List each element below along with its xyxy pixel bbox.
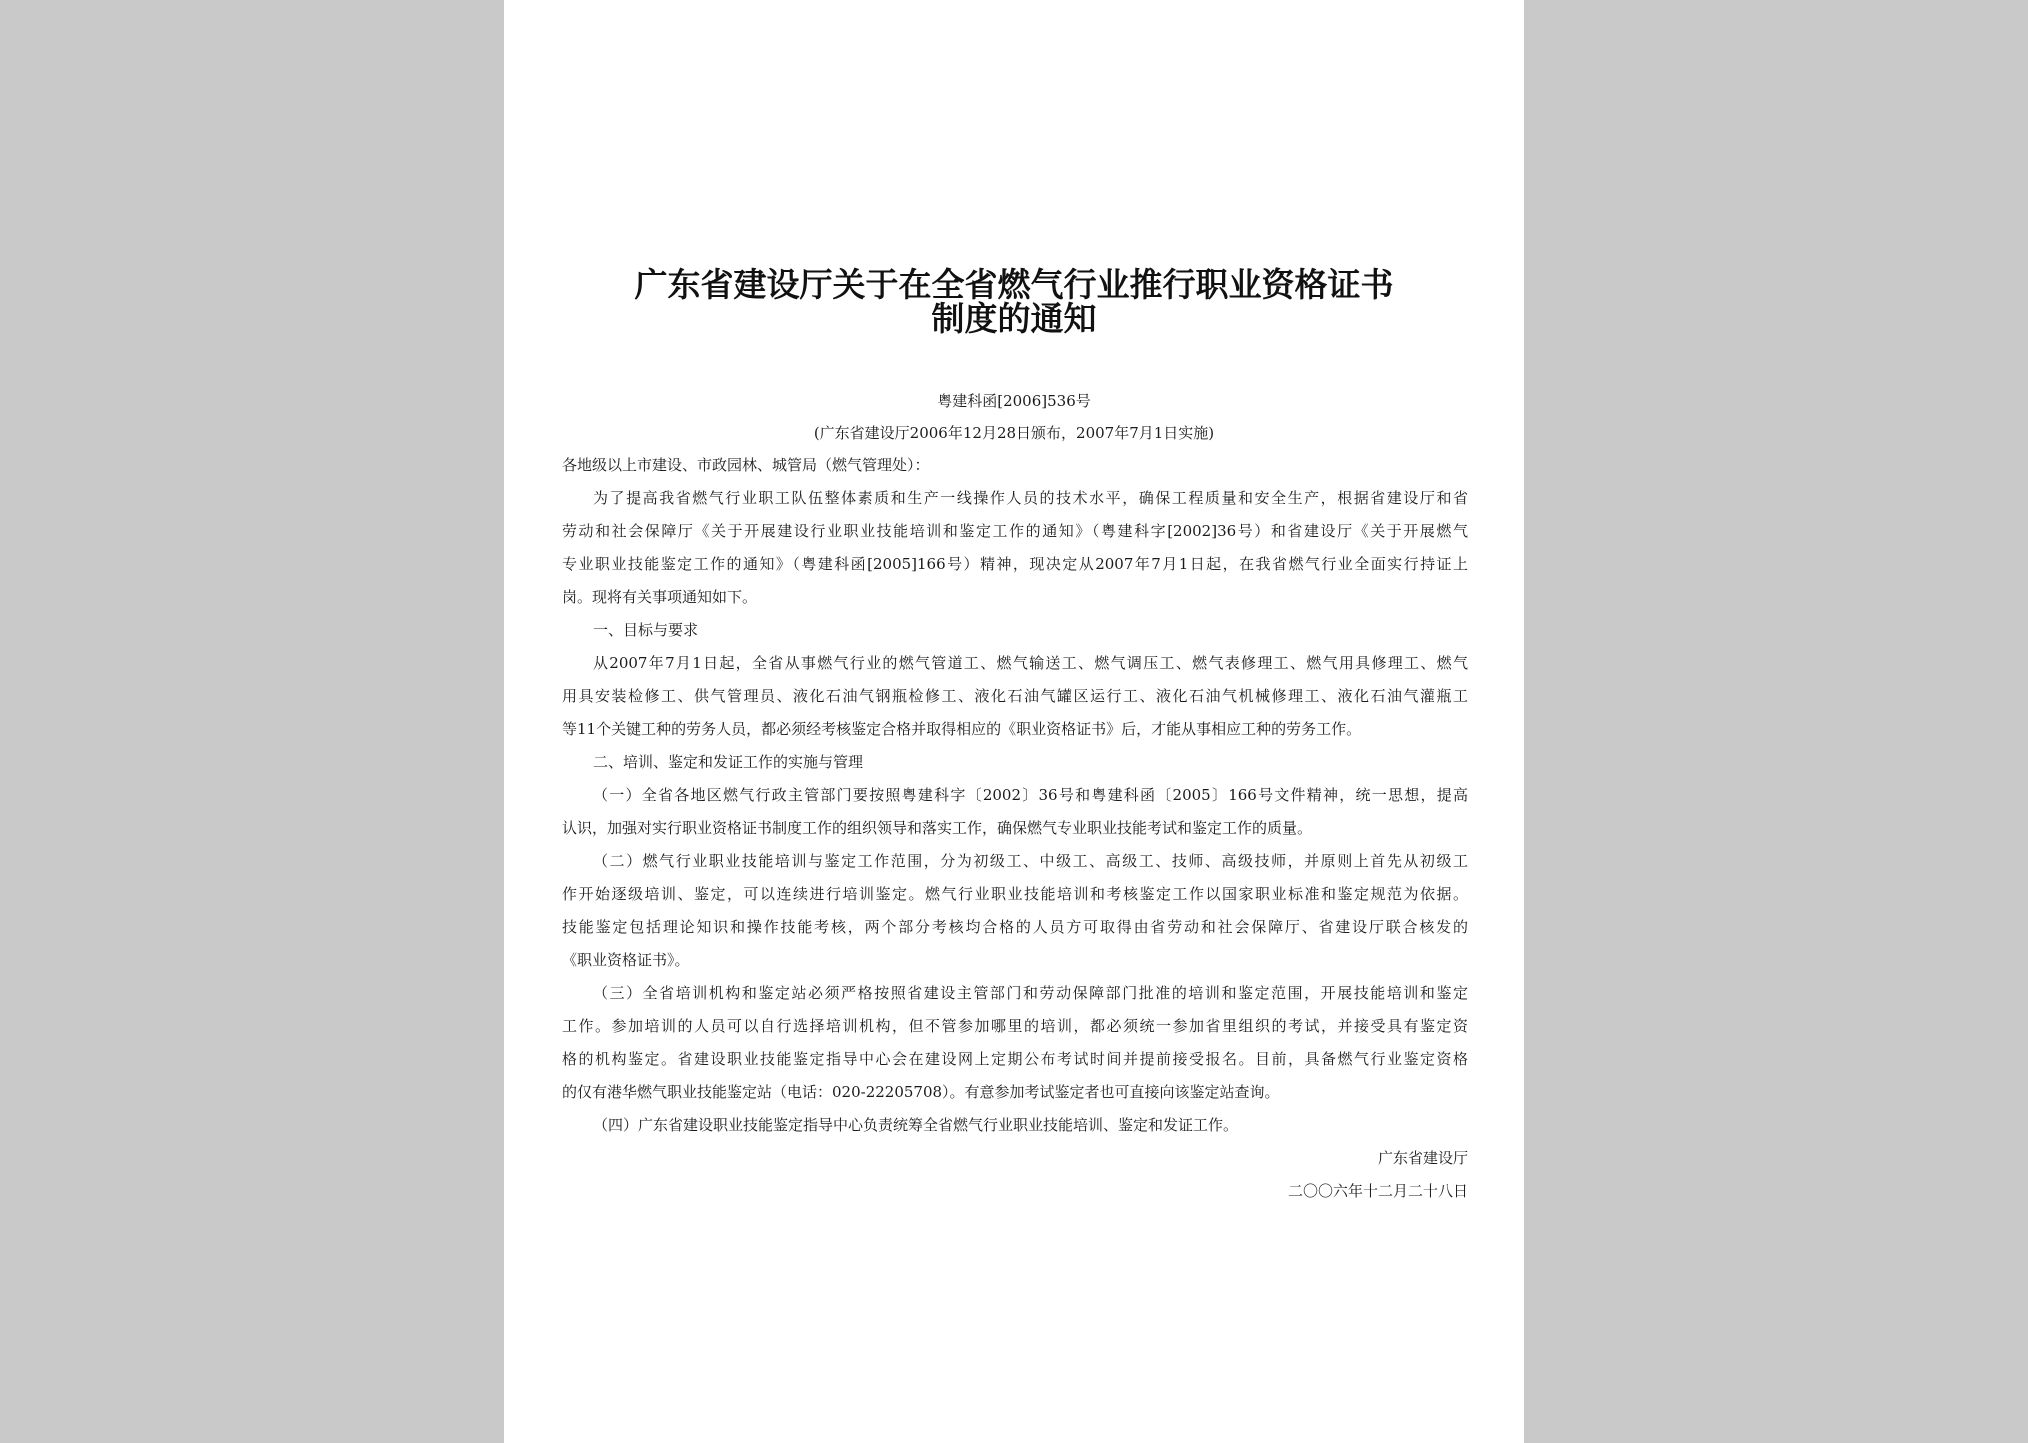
item-3-line: 格的机构鉴定。省建设职业技能鉴定指导中心会在建设网上定期公布考试时间并提前接受报名。目前，具备燃气行业鉴定资格	[562, 1050, 1468, 1068]
item-1-line: （一）全省各地区燃气行政主管部门要按照粤建科字〔2002〕36号和粤建科函〔2005〕166号文件精神，统一思想，提高	[593, 786, 1468, 804]
item-3-line: 工作。参加培训的人员可以自行选择培训机构，但不管参加哪里的培训，都必须统一参加省里组织的考试，并接受具有鉴定资	[562, 1017, 1468, 1035]
intro-line: 专业职业技能鉴定工作的通知》（粤建科函[2005]166号）精神，现决定从2007年7月1日起，在我省燃气行业全面实行持证上	[562, 555, 1468, 573]
document-title-line-1: 广东省建设厅关于在全省燃气行业推行职业资格证书	[634, 265, 1394, 304]
item-2-line: 《职业资格证书》。	[562, 951, 690, 969]
section-1-line: 从2007年7月1日起，全省从事燃气行业的燃气管道工、燃气输送工、燃气调压工、燃气表修理工、燃气用具修理工、燃气	[593, 654, 1468, 672]
document-date: 二〇〇六年十二月二十八日	[1287, 1182, 1468, 1200]
document-number: 粤建科函[2006]536号	[937, 392, 1091, 410]
intro-line: 岗。现将有关事项通知如下。	[562, 588, 758, 606]
item-3-line: 的仅有港华燃气职业技能鉴定站（电话：020-22205708）。有意参加考试鉴定者也可直接向该鉴定站查询。	[562, 1083, 1280, 1101]
intro-line: 为了提高我省燃气行业职工队伍整体素质和生产一线操作人员的技术水平，确保工程质量和安全生产，根据省建设厅和省	[593, 489, 1468, 507]
section-1-line: 用具安装检修工、供气管理员、液化石油气钢瓶检修工、液化石油气罐区运行工、液化石油气机械修理工、液化石油气灌瓶工	[562, 687, 1468, 705]
signature: 广东省建设厅	[1377, 1149, 1468, 1167]
document-page	[504, 0, 1524, 1443]
intro-line: 劳动和社会保障厅《关于开展建设行业职业技能培训和鉴定工作的通知》（粤建科字[2002]36号）和省建设厅《关于开展燃气	[562, 522, 1468, 540]
item-4-line: （四）广东省建设职业技能鉴定指导中心负责统筹全省燃气行业职业技能培训、鉴定和发证工作。	[593, 1116, 1239, 1134]
issued-note: (广东省建设厅2006年12月28日颁布，2007年7月1日实施)	[813, 424, 1215, 442]
item-2-line: （二）燃气行业职业技能培训与鉴定工作范围，分为初级工、中级工、高级工、技师、高级技师，并原则上首先从初级工	[593, 852, 1468, 870]
item-2-line: 技能鉴定包括理论知识和操作技能考核，两个部分考核均合格的人员方可取得由省劳动和社会保障厅、省建设厅联合核发的	[562, 918, 1468, 936]
item-3-line: （三）全省培训机构和鉴定站必须严格按照省建设主管部门和劳动保障部门批准的培训和鉴定范围，开展技能培训和鉴定	[593, 984, 1468, 1002]
item-2-line: 作开始逐级培训、鉴定，可以连续进行培训鉴定。燃气行业职业技能培训和考核鉴定工作以国家职业标准和鉴定规范为依据。	[562, 885, 1468, 903]
section-1-line: 等11个关键工种的劳务人员，都必须经考核鉴定合格并取得相应的《职业资格证书》后，才能从事相应工种的劳务工作。	[562, 720, 1362, 738]
addressee: 各地级以上市建设、市政园林、城管局（燃气管理处）：	[562, 456, 930, 474]
document-title-line-2: 制度的通知	[931, 299, 1097, 338]
item-1-line: 认识，加强对实行职业资格证书制度工作的组织领导和落实工作，确保燃气专业职业技能考试和鉴定工作的质量。	[562, 819, 1313, 837]
section-2-heading: 二、培训、鉴定和发证工作的实施与管理	[593, 753, 864, 771]
section-1-heading: 一、目标与要求	[593, 621, 699, 639]
